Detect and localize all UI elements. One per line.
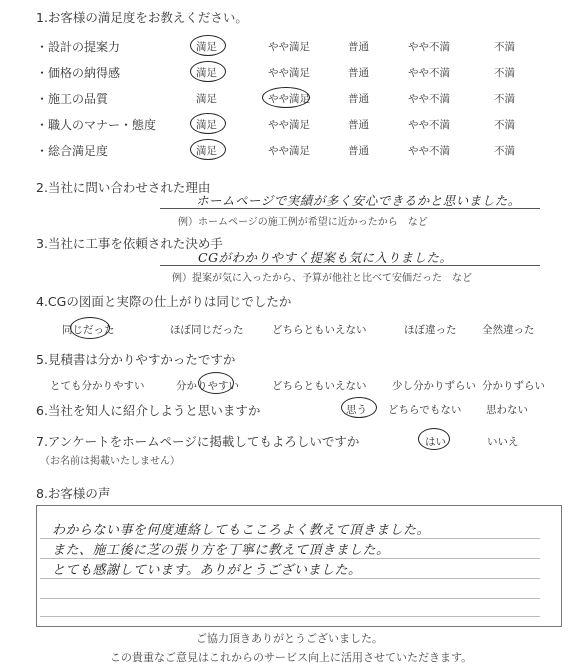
q4-option-almost-same[interactable]: ほぼ同じだった	[170, 324, 244, 336]
q5-option-clear[interactable]: 分かりやすい	[176, 380, 239, 392]
q1-option-price-0[interactable]: 満足	[196, 67, 217, 79]
q2-title: 2.当社に問い合わせされた理由	[36, 180, 211, 195]
voice-line-3: とても感謝しています。ありがとうございました。	[52, 563, 362, 578]
q6-option-yes[interactable]: 思う	[346, 404, 367, 416]
q7-option-yes[interactable]: はい	[425, 436, 446, 448]
q1-option-craftsman-manner-0[interactable]: 満足	[196, 119, 217, 131]
q1-row-label-price: ・価格の納得感	[36, 66, 121, 80]
q1-option-design-proposal-0[interactable]: 満足	[196, 41, 217, 53]
q1-option-design-proposal-4[interactable]: 不満	[494, 41, 515, 53]
q1-option-price-4[interactable]: 不満	[494, 67, 515, 79]
q6-option-no[interactable]: 思わない	[486, 404, 528, 416]
q1-row-label-design-proposal: ・設計の提案力	[36, 40, 121, 54]
q1-option-construction-quality-1[interactable]: やや満足	[268, 93, 310, 105]
q5-option-unclear[interactable]: 分かりずらい	[482, 380, 545, 392]
q1-option-design-proposal-3[interactable]: やや不満	[408, 41, 450, 53]
q1-option-construction-quality-4[interactable]: 不満	[494, 93, 515, 105]
q2-answer: ホームページで実績が多く安心できるかと思いました。	[196, 193, 521, 208]
q1-row-label-construction-quality: ・施工の品質	[36, 92, 109, 106]
q4-option-almost-different[interactable]: ほぼ違った	[404, 324, 457, 336]
q1-option-price-2[interactable]: 普通	[348, 67, 369, 79]
q1-option-craftsman-manner-3[interactable]: やや不満	[408, 119, 450, 131]
q1-option-design-proposal-1[interactable]: やや満足	[268, 41, 310, 53]
q4-option-same[interactable]: 同じだった	[62, 324, 115, 336]
q1-option-overall-0[interactable]: 満足	[196, 145, 217, 157]
q1-option-construction-quality-2[interactable]: 普通	[348, 93, 369, 105]
q5-option-very-clear[interactable]: とても分かりやすい	[50, 380, 145, 392]
q1-option-craftsman-manner-4[interactable]: 不満	[494, 119, 515, 131]
q1-option-construction-quality-3[interactable]: やや不満	[408, 93, 450, 105]
q6-title: 6.当社を知人に紹介しようと思いますか	[36, 403, 261, 418]
q1-option-construction-quality-0[interactable]: 満足	[196, 93, 217, 105]
q3-example: 例）提案が気に入ったから、予算が他社と比べて安価だった など	[172, 273, 472, 284]
voice-line-1: わからない事を何度連絡してもこころよく教えて頂きました。	[52, 523, 431, 538]
q1-option-overall-4[interactable]: 不満	[494, 145, 515, 157]
q2-answer-line	[160, 208, 540, 209]
q4-option-neither[interactable]: どちらともいえない	[272, 324, 367, 336]
q1-option-craftsman-manner-1[interactable]: やや満足	[268, 119, 310, 131]
footer-thanks: ご協力頂きありがとうございました。	[196, 632, 383, 645]
q5-option-neither[interactable]: どちらともいえない	[272, 380, 367, 392]
q5-title: 5.見積書は分かりやすかったですか	[36, 352, 236, 367]
q8-title: 8.お客様の声	[36, 486, 111, 501]
voice-rule-4	[40, 598, 540, 599]
q1-row-label-overall: ・総合満足度	[36, 144, 109, 158]
q7-note: （お名前は掲載いたしません）	[40, 456, 180, 467]
q7-title: 7.アンケートをホームページに掲載してもよろしいですか	[36, 434, 360, 449]
q1-option-overall-3[interactable]: やや不満	[408, 145, 450, 157]
q4-title: 4.CGの図面と実際の仕上がりは同じでしたか	[36, 294, 292, 309]
q3-title: 3.当社に工事を依頼された決め手	[36, 236, 223, 251]
voice-line-2: また、施工後に芝の張り方を丁寧に教えて頂きました。	[52, 543, 390, 558]
q1-title: 1.お客様の満足度をお教えください。	[36, 10, 248, 25]
q1-option-overall-1[interactable]: やや満足	[268, 145, 310, 157]
q4-option-completely-different[interactable]: 全然違った	[482, 324, 535, 336]
q1-option-overall-2[interactable]: 普通	[348, 145, 369, 157]
q3-answer-line	[160, 265, 540, 266]
q2-example: 例）ホームページの施工例が希望に近かったから など	[178, 217, 428, 228]
q7-option-no[interactable]: いいえ	[487, 436, 519, 448]
footer-note: この貴重なご意見はこれからのサービス向上に活用させていただきます。	[110, 651, 473, 664]
q1-option-price-1[interactable]: やや満足	[268, 67, 310, 79]
q6-option-neither[interactable]: どちらでもない	[388, 404, 462, 416]
q5-option-somewhat-unclear[interactable]: 少し分かりずらい	[392, 380, 476, 392]
q1-row-label-craftsman-manner: ・職人のマナー・態度	[36, 118, 157, 132]
voice-rule-5	[40, 616, 540, 617]
voice-rule-3	[40, 578, 540, 579]
q1-option-price-3[interactable]: やや不満	[408, 67, 450, 79]
q3-answer: CGがわかりやすく提案も気に入りました。	[198, 250, 453, 265]
q1-option-craftsman-manner-2[interactable]: 普通	[348, 119, 369, 131]
q1-option-design-proposal-2[interactable]: 普通	[348, 41, 369, 53]
